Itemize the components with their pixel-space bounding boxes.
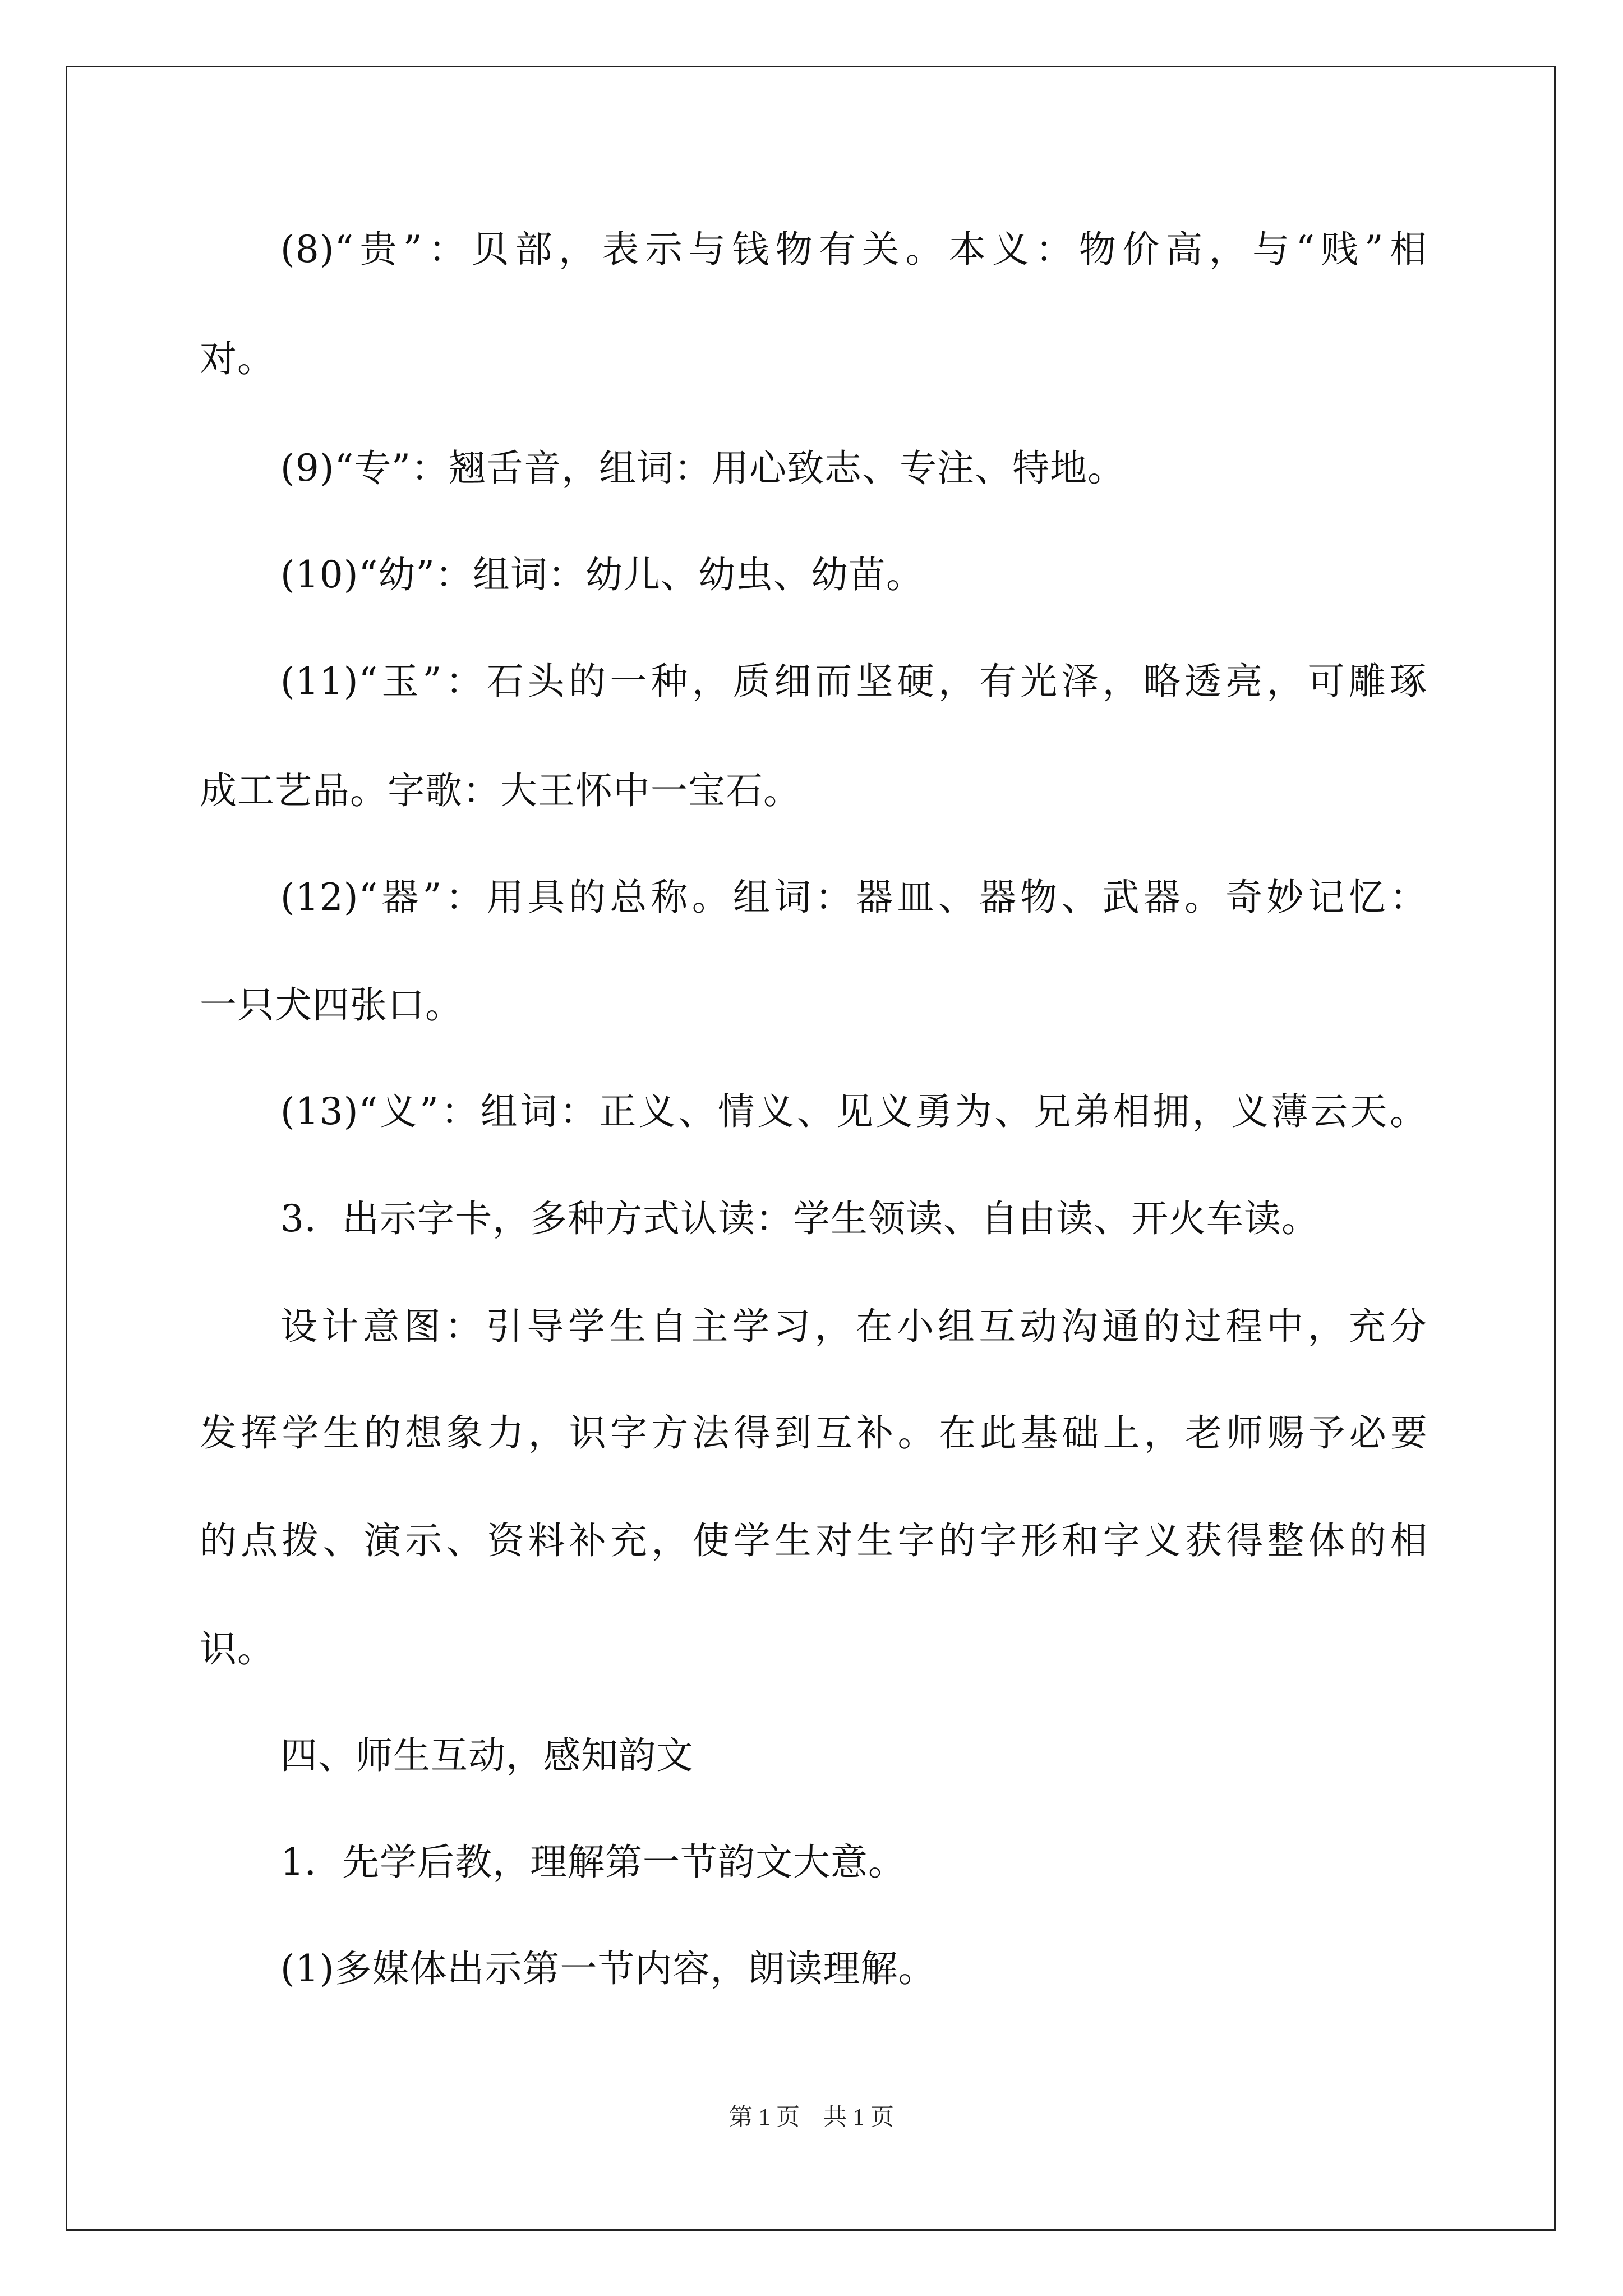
paragraph-line: (12)“器”：用具的总称。组词：器皿、器物、武器。奇妙记忆： <box>280 876 1427 919</box>
section-heading: 四、师生互动，感知韵文 <box>280 1734 694 1777</box>
paragraph-line: 发挥学生的想象力，识字方法得到互补。在此基础上，老师赐予必要 <box>200 1411 1428 1455</box>
paragraph-line: (10)“幼”：组词：幼儿、幼虫、幼苗。 <box>280 553 924 596</box>
paragraph-line: (9)“专”：翘舌音，组词：用心致志、专注、特地。 <box>280 447 1125 490</box>
paragraph-line: 3．出示字卡，多种方式认读：学生领读、自由读、开火车读。 <box>280 1197 1319 1240</box>
paragraph-line: (8)“贵”：贝部，表示与钱物有关。本义：物价高，与“贱”相 <box>280 228 1427 271</box>
paragraph-line: 的点拨、演示、资料补充，使学生对生字的字形和字义获得整体的相 <box>200 1519 1428 1562</box>
paragraph-line: 1．先学后教，理解第一节韵文大意。 <box>280 1841 906 1884</box>
paragraph-line: 设计意图：引导学生自主学习，在小组互动沟通的过程中，充分 <box>280 1305 1427 1348</box>
paragraph-line: (1)多媒体出示第一节内容，朗读理解。 <box>280 1947 936 1990</box>
paragraph-line: 成工艺品。字歌：大王怀中一宝石。 <box>200 769 801 812</box>
paragraph-line: 一只犬四张口。 <box>200 983 463 1027</box>
paragraph-line: (13)“义”：组词：正义、情义、见义勇为、兄弟相拥，义薄云天。 <box>280 1090 1427 1133</box>
paragraph-line: 识。 <box>200 1627 275 1671</box>
paragraph-line: 对。 <box>200 337 275 380</box>
page-number-footer: 第 1 页 共 1 页 <box>728 2105 894 2131</box>
page-border <box>66 66 1556 2231</box>
paragraph-line: (11)“玉”：石头的一种，质细而坚硬，有光泽，略透亮，可雕琢 <box>280 660 1427 703</box>
